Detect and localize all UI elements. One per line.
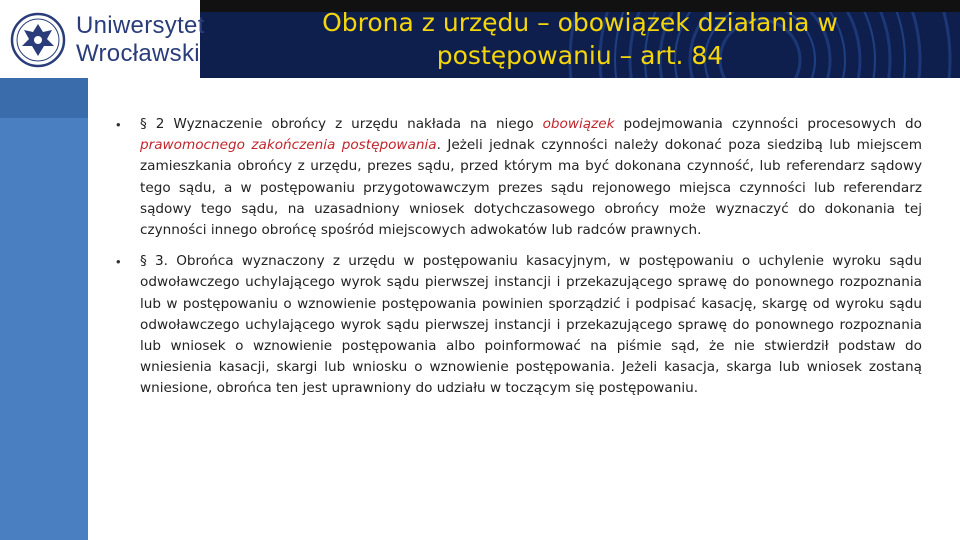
slide-body: [112, 114, 922, 410]
bullet-dot-icon: •: [116, 117, 121, 132]
left-accent-bar-top: [0, 78, 88, 118]
logo-text-line2: Wrocławski: [76, 40, 200, 67]
crest-icon: [10, 12, 66, 68]
bullet-item: [112, 114, 922, 241]
highlight-obowiazek: obowiązek: [542, 116, 615, 132]
highlight-prawomocne-zakonczenie: prawomocnego zakończenia postępowania: [140, 137, 437, 154]
university-logo: [0, 0, 205, 78]
logo-text-line1: Uniwersytet: [76, 12, 205, 39]
slide-title-line1: Obrona z urzędu – obowiązek działania w: [322, 8, 838, 37]
bullet-dot-icon: •: [116, 254, 121, 270]
paragraph-2: § 3. Obrońca wyznaczony z urzędu w postępowaniu kasacyjnym, w postępowaniu o uchylenie wyroku sądu odwoławczego uchylającego wyrok sądu pierwszej instancji i przekazującego sprawę do ponownego rozpoznania lub w postępowaniu o wznowienie postępowania powinien sporządzić i podpisać kasację, skargę od wyroku sądu odwoławczego uchylającego wyrok sądu pierwszej instancji i przekazującego sprawę do ponownego rozpoznania lub wniosek o wznowienie postępowania albo poinformować na piśmie sąd, że nie stwierdził podstaw do wniesienia kasacji, skargi lub wniosku o wznowienie postępowania. Jeżeli kasacja, skarga lub wniosek zostaną wniesione, obrońca ten jest uprawniony do udziału w toczącym się postępowaniu.: [140, 253, 922, 397]
slide-title: [210, 0, 950, 78]
paragraph-1-text-c: . Jeżeli jednak czynności należy dokonać poza siedzibą lub miejscem zamieszkania obrońcy z urzędu, prezes sądu, przed którym ma być dokonana czynność, lub referendarz sądowy tego sądu, a w postępowaniu przygotowawczym prezes sądu rejonowego miejsca czynności lub referendarz sądowy tego sądu, na uzasadniony wniosek dotychczasowego obrońcy może wyznaczyć do dokonania tej czynności innego obrońcę spośród miejscowych adwokatów lub radców prawnych.: [140, 137, 922, 239]
bullet-item: [112, 251, 922, 399]
paragraph-1-text-b: podejmowania czynności procesowych do: [614, 116, 922, 132]
paragraph-1-text-a: § 2 Wyznaczenie obrońcy z urzędu nakłada na niego: [140, 116, 543, 132]
left-accent-bar: [0, 78, 88, 540]
paragraph-1: [140, 114, 922, 241]
slide-title-line2: postępowaniu – art. 84: [436, 41, 724, 70]
